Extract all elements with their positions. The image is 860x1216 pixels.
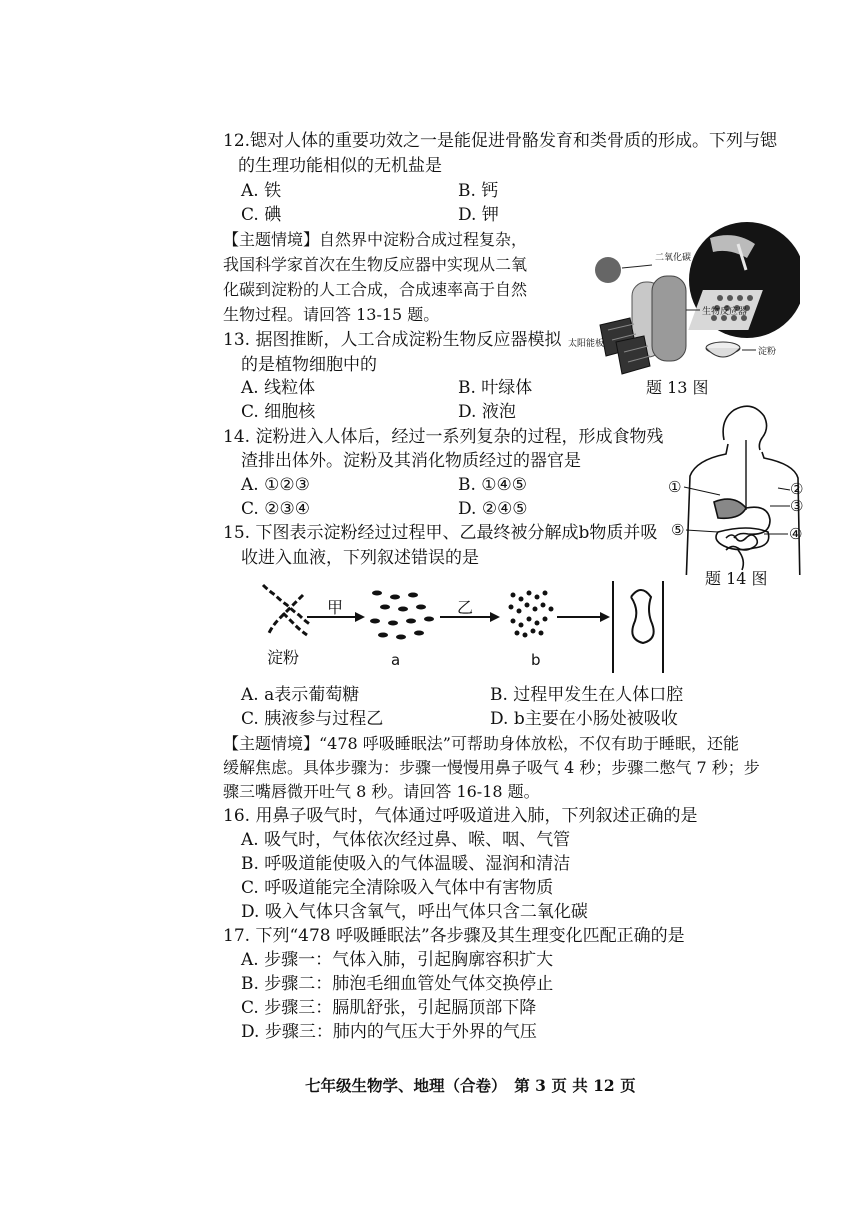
context2-line3: 骤三嘴唇微开吐气 8 秒。请回答 16-18 题。 xyxy=(223,782,540,801)
fig13-label-co2: 二氧化碳 xyxy=(655,253,692,263)
glucose-particles-icon xyxy=(509,591,554,638)
figure-15-drawing xyxy=(255,575,675,675)
fig14-label-2: ② xyxy=(790,480,804,498)
q17-option-c: C. 步骤三：膈肌舒张，引起膈顶部下降 xyxy=(241,998,537,1018)
q13-option-c: C. 细胞核 xyxy=(241,402,316,422)
fig13-label-solar: 太阳能板 xyxy=(568,339,605,349)
figure-13-caption: 题 13 图 xyxy=(646,378,709,397)
figure-14-caption: 题 14 图 xyxy=(705,569,768,588)
q13-option-d: D. 液泡 xyxy=(458,402,516,422)
q15-stem-line1: 15. 下图表示淀粉经过过程甲、乙最终被分解成b物质并吸 xyxy=(223,523,658,543)
context1-line2: 我国科学家首次在生物反应器中实现从二氧 xyxy=(223,255,528,274)
q17-option-a: A. 步骤一：气体入肺，引起胸廓容积扩大 xyxy=(241,950,554,970)
q14-option-b: B. ①④⑤ xyxy=(458,475,528,495)
page-footer: 七年级生物学、地理（合卷） 第 3 页 共 12 页 xyxy=(305,1076,636,1095)
q13-stem-line2: 的是植物细胞中的 xyxy=(241,355,377,375)
starch-chain-icon xyxy=(263,585,311,635)
fig15-label-starch: 淀粉 xyxy=(267,648,300,667)
q13-option-a: A. 线粒体 xyxy=(241,378,316,398)
fig14-label-5: ⑤ xyxy=(671,521,685,539)
rectum-icon xyxy=(738,550,743,570)
head-outline xyxy=(723,406,766,450)
fig15-label-jia: 甲 xyxy=(327,598,344,617)
context2-line1: 【主题情境】“478 呼吸睡眠法”可帮助身体放松，不仅有助于睡眠，还能 xyxy=(223,734,739,753)
q14-option-c: C. ②③④ xyxy=(241,499,310,519)
q16-option-d: D. 吸入气体只含氧气，呼出气体只含二氧化碳 xyxy=(241,902,588,922)
context1-line1: 【主题情境】自然界中淀粉合成过程复杂， xyxy=(223,230,528,249)
figure-13 xyxy=(560,210,800,400)
q14-option-a: A. ①②③ xyxy=(241,475,310,495)
q16-option-b: B. 呼吸道能使吸入的气体温暖、湿润和清洁 xyxy=(241,854,571,874)
q15-option-a: A. a表示葡萄糖 xyxy=(241,685,360,705)
context1-line4: 生物过程。请回答 13-15 题。 xyxy=(223,305,440,324)
fig14-label-3: ③ xyxy=(790,497,804,515)
figure-13-drawing xyxy=(560,210,800,400)
co2-pointer xyxy=(622,265,652,268)
pointer-5 xyxy=(686,530,718,532)
reactor-tank-right xyxy=(652,276,686,361)
q15-stem-line2: 收进入血液，下列叙述错误的是 xyxy=(241,548,479,568)
q12-stem-line2: 的生理功能相似的无机盐是 xyxy=(238,156,442,176)
q17-stem: 17. 下列“478 呼吸睡眠法”各步骤及其生理变化匹配正确的是 xyxy=(223,926,685,946)
q14-option-d: D. ②④⑤ xyxy=(458,499,528,519)
figure-15 xyxy=(255,575,675,675)
q15-option-c: C. 胰液参与过程乙 xyxy=(241,709,384,729)
figure-14-drawing xyxy=(668,400,808,575)
fig15-label-b: b xyxy=(531,651,541,669)
pointer-2 xyxy=(778,488,790,490)
q14-stem-line1: 14. 淀粉进入人体后，经过一系列复杂的过程，形成食物残 xyxy=(223,427,664,447)
context2-line2: 缓解焦虑。具体步骤为：步骤一慢慢用鼻子吸气 4 秒；步骤二憋气 7 秒；步 xyxy=(223,758,760,777)
liver-icon xyxy=(714,499,746,518)
fig14-label-4: ④ xyxy=(789,525,803,543)
red-blood-cell-icon xyxy=(631,590,654,643)
q12-option-b: B. 钙 xyxy=(458,181,499,201)
maltose-particles-icon xyxy=(370,591,434,640)
q17-option-b: B. 步骤二：肺泡毛细血管处气体交换停止 xyxy=(241,974,554,994)
large-intestine-icon xyxy=(716,528,769,550)
q14-stem-line2: 渣排出体外。淀粉及其消化物质经过的器官是 xyxy=(241,451,581,471)
q17-option-d: D. 步骤三：肺内的气压大于外界的气压 xyxy=(241,1022,537,1042)
sun-icon xyxy=(595,257,621,283)
q16-stem: 16. 用鼻子吸气时，气体通过呼吸道进入肺，下列叙述正确的是 xyxy=(223,806,698,826)
fig14-label-1: ① xyxy=(668,478,682,496)
q12-option-c: C. 碘 xyxy=(241,205,282,225)
q12-option-a: A. 铁 xyxy=(241,181,282,201)
fig13-label-starch: 淀粉 xyxy=(758,347,777,357)
q13-stem-line1: 13. 据图推断，人工合成淀粉生物反应器模拟 xyxy=(223,330,562,350)
q13-option-b: B. 叶绿体 xyxy=(458,378,533,398)
fig13-label-reactor: 生物反应器 xyxy=(702,307,748,317)
q15-option-b: B. 过程甲发生在人体口腔 xyxy=(490,685,684,705)
context1-line3: 化碳到淀粉的人工合成，合成速率高于自然 xyxy=(223,280,528,299)
fig15-label-yi: 乙 xyxy=(457,598,474,617)
q15-option-d: D. b主要在小肠处被吸收 xyxy=(490,709,678,729)
q12-option-d: D. 钾 xyxy=(458,205,499,225)
fig15-label-a: a xyxy=(391,651,401,669)
figure-14 xyxy=(668,400,808,575)
q16-option-a: A. 吸气时，气体依次经过鼻、喉、咽、气管 xyxy=(241,830,571,850)
q16-option-c: C. 呼吸道能完全清除吸入气体中有害物质 xyxy=(241,878,554,898)
q12-stem-line1: 12.锶对人体的重要功效之一是能促进骨骼发育和类骨质的形成。下列与锶 xyxy=(223,131,778,151)
